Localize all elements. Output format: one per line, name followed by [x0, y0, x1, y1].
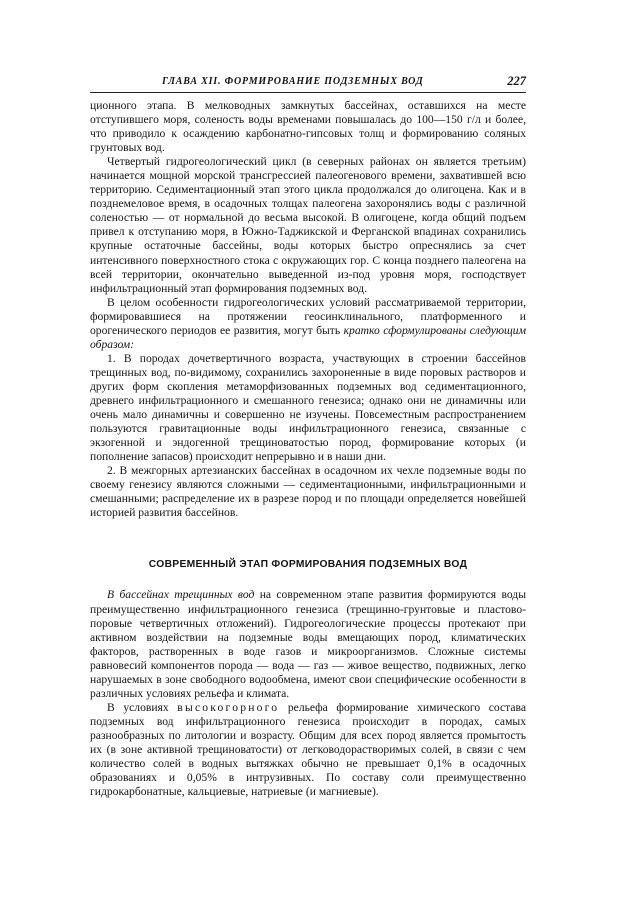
summary-intro-text: В целом особенности гидрогеологических условий рассматриваемой территории, формировавшиеся на протяжении геосинклинального, платформенного и орогенического периодов ее развития, могут быть [90, 295, 526, 337]
fissure-basins-text: на современном этапе развития формируются воды преимущественно инфильтрационного генезиса (трещинно-грунтовые и пластово-поровые четвертичных отложений). Гидрогеологические процессы протекают при активном воздействии на подземные воды вмещающих пород, климатических факторов, растворенных в воде газов и микроорганизмов. Сложные системы равновесий компонентов порода — вода — газ — живое вещество, подвижных, легко нарушаемых в зоне свободного водообмена, имеют свои специфические особенности в различных условиях рельефа и климата. [90, 588, 526, 700]
list-item-2: 2. В межгорных артезианских бассейнах в осадочном их чехле подземные воды по своему генезису являются сложными — седиментационными, инфильтрационными и смешанными; распределение их в разрезе пород и по площади определяется новейшей историей развития бассейнов. [90, 464, 526, 520]
paragraph-fourth-cycle: Четвертый гидрогеологический цикл (в северных районах он является третьим) начинается мощной морской трансгрессией палеогенового времени, захватившей всю территорию. Седиментационный этап этого цикла продолжался до олигоцена. Как и в позднемеловое время, в осадочных толщах палеогена захоронялись воды с различной соленостью — от нормальной до весьма высокой. В олигоцене, когда общий подъем привел к отступанию моря, в Южно-Таджикской и Ферганской впадинах сохранились крупные остаточные бассейны, воды которых быстро опреснялись за счет интенсивного поверхностного стока с окружающих гор. С конца позднего палеогена на всей территории, окончательно выведенной из-под уровня моря, господствует инфильтрационный этап формирования подземных вод. [90, 155, 526, 295]
list-item-1: 1. В породах дочетвертичного возраста, участвующих в строении бассейнов трещинных вод, по-видимому, сохранились захороненные в виде поровых растворов и других форм скопления метаморфизованных подземных вод седиментационного, древнего инфильтрационного и смешанного генезиса; однако они не динамичны или очень мало динамичны и совершенно не изучены. Повсеместным распространением пользуются гравитационные воды инфильтрационного генезиса, связанные с экзогенной и эндогенной трещиноватостью пород, формирование которых (и пополнение запасов) происходит непрерывно и в наши дни. [90, 351, 526, 464]
page-body [90, 99, 526, 799]
high-mountain-text: рельефа формирование химического состава подземных вод инфильтрационного генезиса происходит в породах, самых разнообразных по литологии и возрасту. Общим для всех пород является промытость их (в зоне активной трещиноватости) от легководорастворимых солей, в связи с чем количество солей в водных вытяжках обычно не превышает 0,1% в осадочных образованиях и 0,05% в интрузивных. По составу соли преимущественно гидрокарбонатные, кальциевые, натриевые (и магниевые). [90, 700, 526, 799]
paragraph-continued: ционного этапа. В мелководных замкнутых бассейнах, оставшихся на месте отступившего моря, соленость воды временами повышалась до 100—150 г/л и более, что приводило к осаждению карбонатно-гипсовых толщ и формированию соляных грунтовых вод. [90, 99, 526, 155]
high-mountain-start: В условиях [107, 700, 178, 714]
paragraph-fissure-basins [90, 588, 526, 700]
paragraph-summary-intro [90, 296, 526, 352]
fissure-basins-italic: В бассейнах трещинных вод [107, 588, 255, 602]
running-title: ГЛАВА XII. ФОРМИРОВАНИЕ ПОДЗЕМНЫХ ВОД [162, 76, 424, 87]
section-heading: СОВРЕМЕННЫЙ ЭТАП ФОРМИРОВАНИЯ ПОДЗЕМНЫХ ВОД [148, 559, 468, 571]
page-header [90, 74, 526, 93]
page-number: 227 [507, 74, 526, 88]
paragraph-high-mountain [90, 701, 526, 799]
high-mountain-spaced: высокогорного [177, 700, 280, 714]
summary-intro-italic: кратко сформулированы следующим образом: [90, 323, 526, 351]
